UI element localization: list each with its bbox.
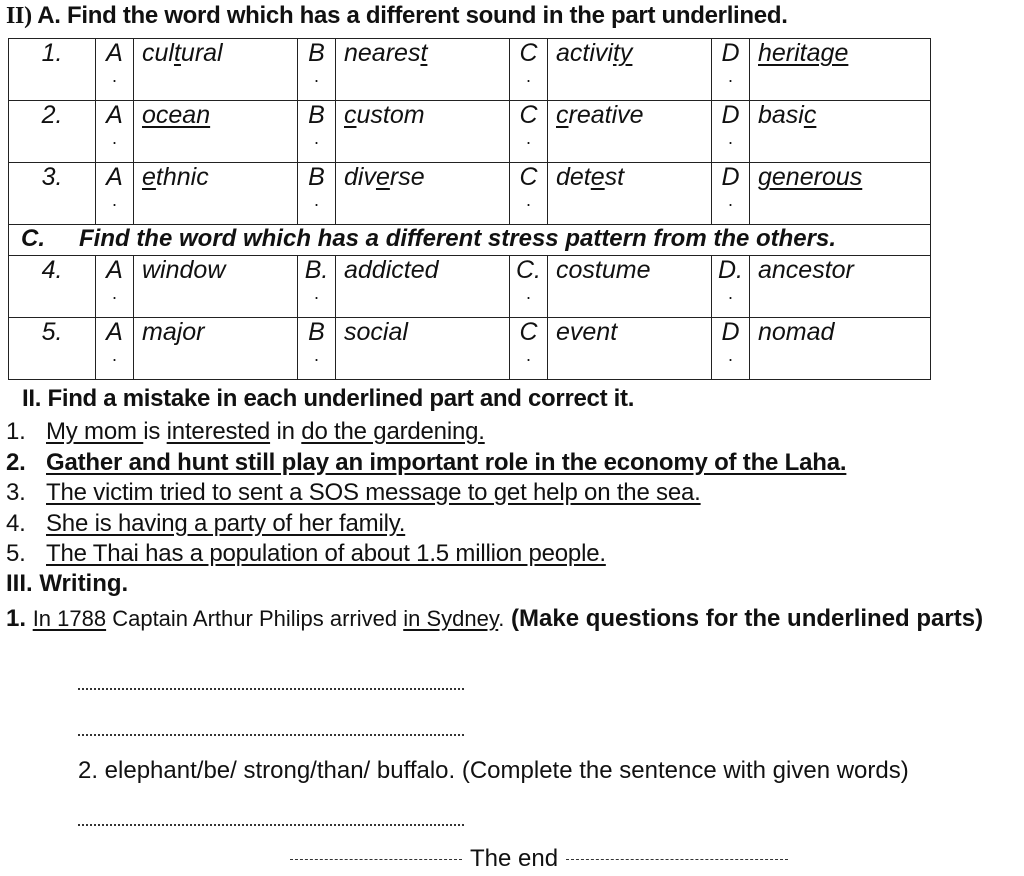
mistake-sentence <box>6 479 846 510</box>
section-c-title <box>9 225 931 256</box>
writing-task-1-number: 1. <box>6 605 27 632</box>
option-letter-cell <box>712 163 750 225</box>
word-underlined-part: t <box>173 39 181 67</box>
cell-dot: . <box>111 128 117 148</box>
option-letter-cell <box>510 101 548 163</box>
mistake-sentence <box>6 510 846 541</box>
option-letter-cell <box>96 163 134 225</box>
cell-dot: . <box>111 66 117 86</box>
question-row <box>9 318 931 380</box>
word-part: costume <box>556 256 651 284</box>
cell-dot: . <box>525 283 531 303</box>
answer-line-2[interactable] <box>78 734 464 736</box>
section-a-title <box>6 2 788 30</box>
word-part: event <box>556 318 618 346</box>
option-letter: B <box>308 101 325 129</box>
word-part: ural <box>180 39 223 67</box>
option-word[interactable] <box>750 256 931 318</box>
word-part: major <box>142 318 205 346</box>
section-a-title-text: A. Find the word which has a different sound in the part underlined. <box>37 2 788 29</box>
option-letter: C <box>519 318 538 346</box>
question-row <box>9 163 931 225</box>
option-word[interactable] <box>336 163 510 225</box>
underlined-part[interactable]: interested <box>166 418 271 445</box>
option-letter: C. <box>516 256 541 284</box>
option-word[interactable] <box>336 318 510 380</box>
option-word[interactable] <box>750 163 931 225</box>
writing-task-1-underline-1: In 1788 <box>32 606 107 631</box>
answer-line-3[interactable] <box>78 824 464 826</box>
option-letter-cell <box>510 39 548 101</box>
cell-dot: . <box>313 283 319 303</box>
option-word[interactable] <box>750 101 931 163</box>
answer-line-1[interactable] <box>78 688 464 690</box>
option-word[interactable] <box>548 39 712 101</box>
option-letter-cell <box>298 256 336 318</box>
section-c-title-text: Find the word which has a different stress pattern from the others. <box>79 225 837 252</box>
sentence-number: 3. <box>6 479 26 507</box>
mistake-sentence <box>6 418 846 449</box>
option-word[interactable] <box>336 256 510 318</box>
option-letter: B <box>308 318 325 346</box>
option-letter-cell <box>712 39 750 101</box>
word-part: det <box>556 163 591 191</box>
option-word[interactable] <box>134 101 298 163</box>
option-word[interactable] <box>134 318 298 380</box>
cell-dot: . <box>727 190 733 210</box>
sentence-number: 5. <box>6 540 26 568</box>
word-part: rse <box>389 163 425 191</box>
word-part: nomad <box>758 318 835 346</box>
underlined-part[interactable]: The victim tried to sent a SOS message to get help on the sea. <box>46 479 701 507</box>
word-underlined-part: c <box>803 101 817 129</box>
question-number: 1. <box>9 39 96 101</box>
option-letter-cell <box>510 256 548 318</box>
word-underlined-part: c <box>556 101 569 129</box>
option-word[interactable] <box>134 256 298 318</box>
word-part: addicted <box>344 256 439 284</box>
writing-task-2: 2. elephant/be/ strong/than/ buffalo. (Complete the sentence with given words) <box>78 757 909 784</box>
word-underlined-part: generous <box>758 163 863 191</box>
option-letter: D <box>721 318 740 346</box>
question-row <box>9 256 931 318</box>
cell-dot: . <box>313 190 319 210</box>
sentence-number: 1. <box>6 418 26 445</box>
option-letter-cell <box>298 39 336 101</box>
option-letter-cell <box>510 163 548 225</box>
cell-dot: . <box>727 345 733 365</box>
question-row <box>9 39 931 101</box>
underlined-part[interactable]: The Thai has a population of about 1.5 million people. <box>46 540 606 568</box>
option-letter-cell <box>298 163 336 225</box>
mistake-sentence-list <box>6 418 846 571</box>
cell-dot: . <box>313 128 319 148</box>
part-iii-title: III. Writing. <box>6 570 129 597</box>
option-word[interactable] <box>548 256 712 318</box>
option-word[interactable] <box>134 39 298 101</box>
question-number: 3. <box>9 163 96 225</box>
word-part: activi <box>556 39 613 67</box>
word-underlined-part: e <box>590 163 605 191</box>
exercise-table <box>8 38 931 380</box>
option-word[interactable] <box>134 163 298 225</box>
end-dash-right <box>566 859 788 860</box>
option-word[interactable] <box>750 39 931 101</box>
underlined-part[interactable]: Gather and hunt still play an important role in the economy of the Laha. <box>46 448 847 476</box>
option-letter-cell <box>298 101 336 163</box>
option-letter: D <box>721 101 740 129</box>
plain-part: is <box>143 418 167 445</box>
section-c-row <box>9 225 931 256</box>
cell-dot: . <box>111 190 117 210</box>
option-letter-cell <box>96 256 134 318</box>
option-letter: A <box>106 318 123 346</box>
question-number: 2. <box>9 101 96 163</box>
option-word[interactable] <box>548 101 712 163</box>
option-letter: D <box>721 163 740 191</box>
question-row <box>9 101 931 163</box>
word-part: div <box>344 163 376 191</box>
word-underlined-part: heritage <box>758 39 849 67</box>
part-ii-title: II. Find a mistake in each underlined part and correct it. <box>22 385 635 412</box>
option-letter: C <box>519 39 538 67</box>
word-underlined-part: ocean <box>142 101 211 129</box>
cell-dot: . <box>111 345 117 365</box>
option-letter: D <box>721 39 740 67</box>
option-letter-cell <box>96 101 134 163</box>
option-letter-cell <box>712 256 750 318</box>
cell-dot: . <box>525 66 531 86</box>
word-underlined-part: ty <box>612 39 633 67</box>
option-letter-cell <box>712 318 750 380</box>
word-underlined-part: e <box>375 163 390 191</box>
cell-dot: . <box>525 190 531 210</box>
option-letter: A <box>106 163 123 191</box>
word-part: cul <box>142 39 174 67</box>
underlined-part[interactable]: do the gardening. <box>301 418 485 445</box>
option-letter-cell <box>298 318 336 380</box>
option-word[interactable] <box>750 318 931 380</box>
section-c-letter: C. <box>21 225 45 252</box>
option-letter: C <box>519 163 538 191</box>
end-marker <box>290 845 788 873</box>
writing-task-1 <box>6 603 1006 635</box>
option-letter-cell <box>712 101 750 163</box>
writing-task-1-instruction: (Make questions for the underlined parts) <box>504 605 984 632</box>
word-underlined-part: c <box>344 101 357 129</box>
word-part: ancestor <box>758 256 854 284</box>
option-word[interactable] <box>336 39 510 101</box>
question-number: 5. <box>9 318 96 380</box>
cell-dot: . <box>525 128 531 148</box>
option-letter: C <box>519 101 538 129</box>
option-letter: B <box>308 163 325 191</box>
word-part: window <box>142 256 226 284</box>
writing-task-1-middle: Captain Arthur Philips arrived <box>106 606 404 631</box>
section-a-roman: II) <box>6 3 32 29</box>
option-letter-cell <box>96 39 134 101</box>
option-letter-cell <box>96 318 134 380</box>
question-number: 4. <box>9 256 96 318</box>
cell-dot: . <box>727 128 733 148</box>
option-word[interactable] <box>548 318 712 380</box>
option-letter: B <box>308 39 325 67</box>
word-part: thnic <box>155 163 209 191</box>
cell-dot: . <box>727 66 733 86</box>
option-letter: A <box>106 256 123 284</box>
word-underlined-part: t <box>420 39 428 67</box>
word-underlined-part: e <box>142 163 156 191</box>
word-part: social <box>344 318 408 346</box>
word-part: neares <box>344 39 421 67</box>
cell-dot: . <box>313 66 319 86</box>
cell-dot: . <box>313 345 319 365</box>
sentence-number: 4. <box>6 509 26 537</box>
option-word[interactable] <box>336 101 510 163</box>
option-word[interactable] <box>548 163 712 225</box>
cell-dot: . <box>727 283 733 303</box>
option-letter: A <box>106 101 123 129</box>
word-part: basi <box>758 101 804 129</box>
end-label: The end <box>470 845 559 872</box>
underlined-part[interactable]: She is having a party of her family. <box>46 509 406 537</box>
word-part: reative <box>568 101 644 129</box>
underlined-part[interactable]: My mom <box>46 418 144 445</box>
sentence-number: 2. <box>6 448 26 476</box>
option-letter: A <box>106 39 123 67</box>
option-letter: B. <box>304 256 329 284</box>
cell-dot: . <box>525 345 531 365</box>
writing-task-1-underline-2: in Sydney <box>403 606 499 631</box>
word-part: ustom <box>356 101 425 129</box>
option-letter: D. <box>718 256 743 284</box>
mistake-sentence <box>6 540 846 571</box>
plain-part: in <box>270 418 302 445</box>
end-dash-left <box>290 859 462 860</box>
word-part: st <box>604 163 625 191</box>
cell-dot: . <box>111 283 117 303</box>
writing-task-1-period: . <box>498 606 505 631</box>
option-letter-cell <box>510 318 548 380</box>
mistake-sentence <box>6 449 846 480</box>
